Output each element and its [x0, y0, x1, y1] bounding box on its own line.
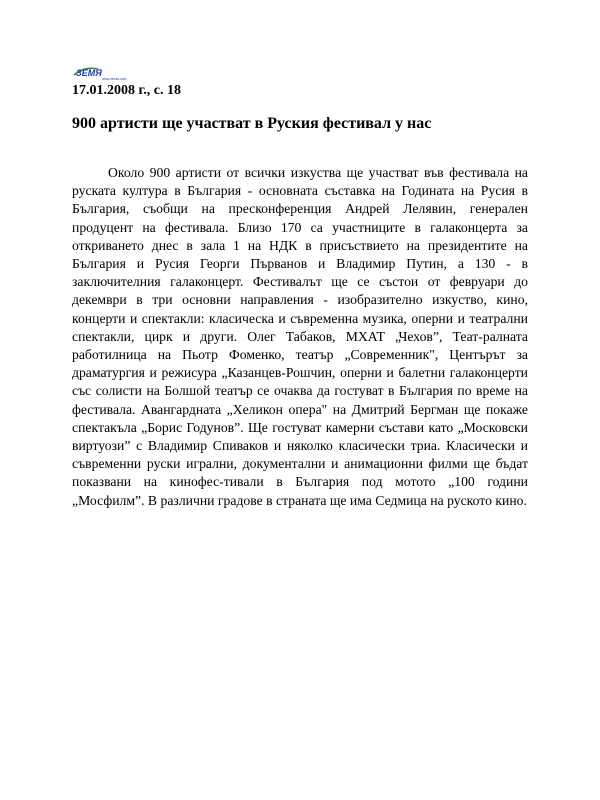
logo-subtext: www.zemia.com	[102, 77, 127, 81]
newspaper-logo	[72, 65, 127, 81]
article-body: Около 900 артисти от всички изкуства ще участват във фестивала на руската култура в България - основната съставка на Годината на Русия в България, съобщи на пресконференция Андрей Лелявин, генерален продуцент на фестивала. Близо 170 са участниците в галаконцерта за откриването днес в зала 1 на НДК в присъствието на президентите на България и Русия Георги Първанов и Владимир Путин, а 130 - в заключителния галаконцерт. Фестивалът ще се състои от февруари до декември в три основни направления - изобразително изкуство, кино, концерти и спектакли: класическа и съвременна музика, оперни и театрални спектакли, цирк и други. Олег Табаков, МХАТ „Чехов”, Теат-ралната работилница на Пьотр Фоменко, театър „Современник", Центърът за драматургия и режисура „Казанцев-Рошчин, оперни и балетни галаконцерти със солисти на Болшой театър се очаква да гостуват в България по време на фестивала. Авангардната „Хеликон опера" на Дмитрий Бергман ще покаже спектакъла „Борис Годунов”. Ще гостуват камерни състави като „Московски виртуози” с Владимир Спиваков и няколко класически триа. Класически и съвременни руски игрални, документални и анимационни филми ще бъдат показвани на кинофес-тивали в България под мотото „100 години „Мосфилм”. В различни градове в страната ще има Седмица на руското кино.	[72, 165, 528, 508]
publication-date-page: 17.01.2008 г., с. 18	[72, 83, 181, 98]
article-title: 900 артисти ще участват в Руския фестивал у нас	[72, 115, 432, 132]
logo-text: ЗЕМЯ	[76, 68, 102, 78]
zema-logo-icon	[72, 65, 127, 81]
